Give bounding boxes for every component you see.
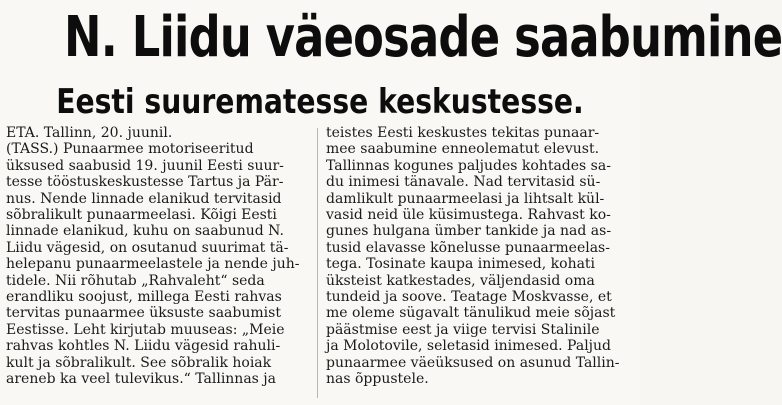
text-line: punaarmee väeüksused on asunud Tallin- xyxy=(326,354,620,371)
text-line: linnade elanikud, kuhu on saabunud N. xyxy=(6,223,284,240)
text-line: du inimesi tänavale. Nad tervitasid sü- xyxy=(326,174,601,191)
text-line: üksteist katkestades, väljendasid oma xyxy=(326,272,595,289)
text-line: päästmise eest ja viige tervisi Stalinile xyxy=(326,321,600,338)
text-line: gunes hulgana ümber tankide ja nad as- xyxy=(326,223,612,240)
text-line: helepanu punaarmeelastele ja nende juh- xyxy=(6,256,300,273)
text-line: mee saabumine enneolematut elevust. xyxy=(326,141,600,158)
text-line: areneb ka veel tulevikus.“ Tallinnas ja xyxy=(6,371,276,388)
text-line: tesse tööstuskeskustesse Tartus ja Pär- xyxy=(6,174,284,191)
text-line: tega. Tosinate kaupa inimesed, kohati xyxy=(326,256,596,273)
text-line: teistes Eesti keskustes tekitas punaar- xyxy=(326,125,600,141)
text-line: nus. Nende linnade elanikud tervitasid xyxy=(6,190,282,207)
text-line: (TASS.) Punaarmee motoriseeritud xyxy=(6,141,254,158)
column-divider xyxy=(317,128,318,398)
text-line: üksused saabusid 19. juunil Eesti suur- xyxy=(6,157,284,174)
text-line: me oleme sügavalt tänulikud meie sõjast xyxy=(326,305,616,322)
text-line: kult ja sõbralikult. See sõbralik hoiak xyxy=(6,354,272,371)
text-line: tundeid ja soove. Teatage Moskvasse, et xyxy=(326,289,612,306)
text-line: sõbralikult punaarmeelasi. Kõigi Eesti xyxy=(6,207,277,224)
text-line: tusid elavasse kõnelusse punaarmeelas- xyxy=(326,239,610,256)
text-line: Tallinnas kogunes paljudes kohtades sa- xyxy=(326,157,611,174)
text-line: vasid neid üle küsimustega. Rahvast ko- xyxy=(326,207,611,224)
text-line: rahvas kohtles N. Liidu vägesid rahuli- xyxy=(6,338,281,355)
text-line: ETA. Tallinn, 20. juunil. xyxy=(6,125,173,141)
text-line: Eestisse. Leht kirjutab muuseas: „Meie xyxy=(6,321,285,338)
text-line: ja Molotovile, seletasid inimesed. Paljud xyxy=(326,338,611,355)
text-line: erandliku soojust, millega Eesti rahvas xyxy=(6,289,282,306)
article-headline: N. Liidu väeosade saabumine xyxy=(64,5,782,70)
text-line: tidele. Nii rõhutab „Rahvaleht“ seda xyxy=(6,272,265,289)
text-line: Liidu vägesid, on osutanud suurimat tä- xyxy=(6,239,289,256)
text-line: nas õppustele. xyxy=(326,371,429,388)
article-subheadline: Eesti suurematesse keskustesse. xyxy=(56,82,584,122)
article-column-left xyxy=(6,125,308,388)
article-column-right xyxy=(326,125,636,388)
text-line: tervitas punaarmee üksuste saabumist xyxy=(6,305,281,322)
text-line: damlikult punaarmeelasi ja lihtsalt kül- xyxy=(326,190,605,207)
